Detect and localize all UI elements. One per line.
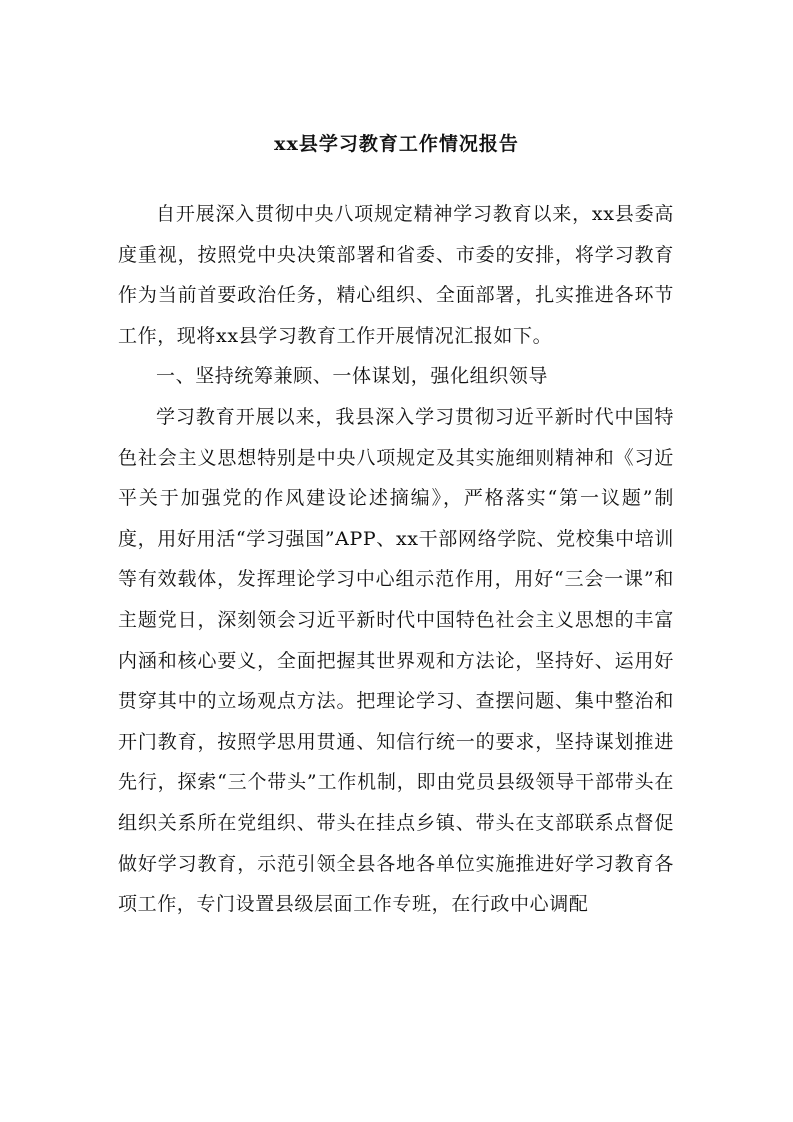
document-title: xx县学习教育工作情况报告 (274, 133, 519, 155)
section-1-paragraph: 学习教育开展以来，我县深入学习贯彻习近平新时代中国特色社会主义思想特别是中央八项规定及其实施细则精神和《习近平关于加强党的作风建设论述摘编》，严格落实“第一议题”制度，用好用活“学习强国”APP、xx干部网络学院、党校集中培训等有效载体，发挥理论学习中心组示范作用，用好“三会一课”和主题党日，深刻领会习近平新时代中国特色社会主义思想的丰富内涵和核心要义，全面把握其世界观和方法论，坚持好、运用好贯穿其中的立场观点方法。把理论学习、查摆问题、集中整治和开门教育，按照学思用贯通、知信行统一的要求，坚持谋划推进先行，探索“三个带头”工作机制，即由党员县级领导干部带头在组织关系所在党组织、带头在挂点乡镇、带头在支部联系点督促做好学习教育，示范引领全县各地各单位实施推进好学习教育各项工作，专门设置县级层面工作专班，在行政中心调配 (118, 405, 674, 916)
document-body (118, 194, 674, 925)
intro-paragraph: 自开展深入贯彻中央八项规定精神学习教育以来，xx县委高度重视，按照党中央决策部署和省委、市委的安排，将学习教育作为当前首要政治任务，精心组织、全面部署，扎实推进各环节工作，现将xx县学习教育工作开展情况汇报如下。 (118, 203, 674, 347)
section-heading-1: 一、坚持统筹兼顾、一体谋划，强化组织领导 (156, 365, 549, 388)
